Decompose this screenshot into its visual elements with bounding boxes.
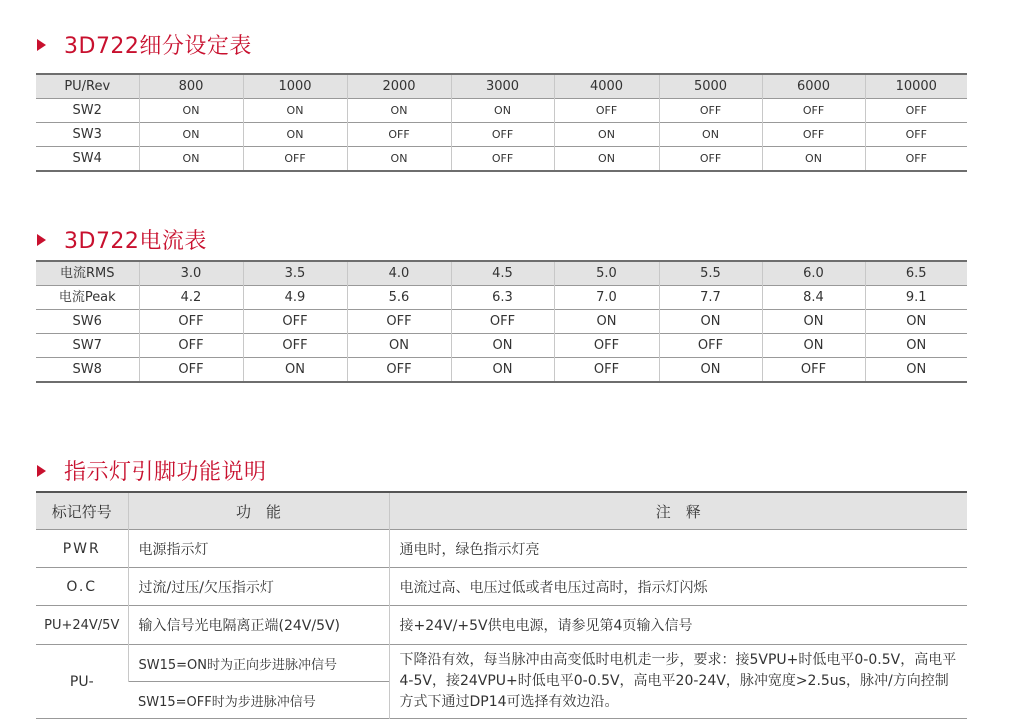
table-cell: OFF [865,147,967,172]
table-cell: 4.2 [139,286,243,310]
table-cell: ON [347,147,451,172]
table-cell: ON [139,147,243,172]
current-title: 3D722电流表 [64,229,207,254]
table-row [36,286,967,310]
table-cell: 4.9 [243,286,347,310]
table-cell: OFF [347,358,451,383]
table-cell: OFF [659,334,762,358]
table-cell: OFF [139,310,243,334]
pin-function: 电源指示灯 [128,530,389,568]
table-cell: 5.6 [347,286,451,310]
header-cell: 5.5 [659,261,762,286]
table-cell: ON [243,123,347,147]
table-cell: OFF [865,99,967,123]
pin-note: 通电时，绿色指示灯亮 [389,530,967,568]
table-cell: OFF [554,99,659,123]
header-cell: 3.5 [243,261,347,286]
table-cell: 8.4 [762,286,865,310]
table-cell: OFF [347,310,451,334]
table-cell: ON [762,310,865,334]
pin-function: 输入信号光电隔离正端(24V/5V) [128,606,389,645]
table-row [36,530,967,568]
microstep-section-title [37,29,252,60]
row-label: SW3 [72,127,102,142]
pin-function: SW15=ON时为正向步进脉冲信号 [128,645,389,682]
row-label: SW7 [72,338,102,353]
table-cell: OFF [451,123,554,147]
triangle-bullet-icon [37,234,46,246]
table-cell: ON [451,334,554,358]
header-cell: PU/Rev [64,79,111,94]
table-row [36,334,967,358]
table-cell: ON [554,147,659,172]
pin-mark: O.C [66,578,98,595]
table-cell: ON [762,147,865,172]
table-cell: ON [139,99,243,123]
table-cell: OFF [762,99,865,123]
header-cell: 注 释 [389,492,967,530]
current-table [36,260,967,383]
table-cell: ON [659,123,762,147]
table-cell: OFF [243,147,347,172]
table-cell: OFF [347,123,451,147]
table-cell: ON [865,334,967,358]
table-cell: ON [762,334,865,358]
header-cell: 功 能 [128,492,389,530]
table-cell: 7.0 [554,286,659,310]
table-cell: OFF [554,334,659,358]
table-cell: OFF [451,310,554,334]
header-cell: 4.0 [347,261,451,286]
header-cell: 3.0 [139,261,243,286]
pin-mark: PWR [62,540,101,557]
table-cell: OFF [762,123,865,147]
table-cell: OFF [762,358,865,383]
row-label: 电流Peak [58,290,116,305]
header-cell: 6.0 [762,261,865,286]
table-cell: OFF [659,147,762,172]
table-row [36,310,967,334]
pin-function: 过流/过压/欠压指示灯 [128,568,389,606]
pin-mark: PU+24V/5V [44,617,120,633]
table-cell: OFF [139,334,243,358]
table-row [36,358,967,383]
header-cell: 800 [139,74,243,99]
table-cell: OFF [659,99,762,123]
triangle-bullet-icon [37,465,46,477]
table-cell: ON [347,99,451,123]
microstep-table [36,73,967,172]
table-cell: ON [139,123,243,147]
header-cell: 4000 [554,74,659,99]
table-cell: ON [451,99,554,123]
header-cell: 4.5 [451,261,554,286]
header-cell: 标记符号 [36,492,128,530]
table-cell: OFF [243,334,347,358]
table-cell: OFF [139,358,243,383]
header-cell: 2000 [347,74,451,99]
pins-section-title [37,455,267,486]
header-cell: 电流RMS [59,266,115,281]
table-row [36,99,967,123]
pins-table [36,491,967,719]
table-cell: ON [865,358,967,383]
table-cell: ON [865,310,967,334]
pins-title: 指示灯引脚功能说明 [64,460,267,485]
table-cell: ON [243,99,347,123]
table-row [36,606,967,645]
pin-function: SW15=OFF时为步进脉冲信号 [138,694,316,710]
table-cell: ON [554,123,659,147]
table-row [36,147,967,172]
table-cell: ON [347,334,451,358]
table-cell: ON [659,358,762,383]
pin-note: 电流过高、电压过低或者电压过高时，指示灯闪烁 [389,568,967,606]
triangle-bullet-icon [37,39,46,51]
pin-note: 下降沿有效，每当脉冲由高变低时电机走一步，要求：接5VPU+时低电平0-0.5V，高电平4-5V，接24VPU+时低电平0-0.5V，高电平20-24V，脉冲宽度>2.5us，脉冲/方向控制方式下通过DP14可选择有效边沿。 [389,645,967,719]
row-label: SW8 [72,362,102,377]
header-cell: 6000 [762,74,865,99]
table-cell: OFF [243,310,347,334]
table-cell: ON [243,358,347,383]
table-cell: ON [451,358,554,383]
pins-header-row [36,492,967,530]
header-cell: 5000 [659,74,762,99]
current-header-row [36,261,967,286]
pin-mark: PU- [69,673,94,690]
pin-note: 接+24V/+5V供电电源，请参见第4页输入信号 [389,606,967,645]
table-cell: ON [659,310,762,334]
header-cell: 3000 [451,74,554,99]
table-cell: OFF [865,123,967,147]
current-section-title [37,224,207,255]
table-cell: OFF [451,147,554,172]
table-cell: 6.3 [451,286,554,310]
table-cell: 7.7 [659,286,762,310]
table-cell: 9.1 [865,286,967,310]
table-row [36,123,967,147]
microstep-title: 3D722细分设定表 [64,34,252,59]
table-cell: OFF [554,358,659,383]
header-cell: 6.5 [865,261,967,286]
table-row [36,568,967,606]
header-cell: 1000 [243,74,347,99]
row-label: SW6 [72,314,102,329]
header-cell: 5.0 [554,261,659,286]
row-label: SW4 [72,151,102,166]
table-row [36,645,967,682]
table-cell: ON [554,310,659,334]
microstep-header-row [36,74,967,99]
header-cell: 10000 [865,74,967,99]
row-label: SW2 [72,103,102,118]
